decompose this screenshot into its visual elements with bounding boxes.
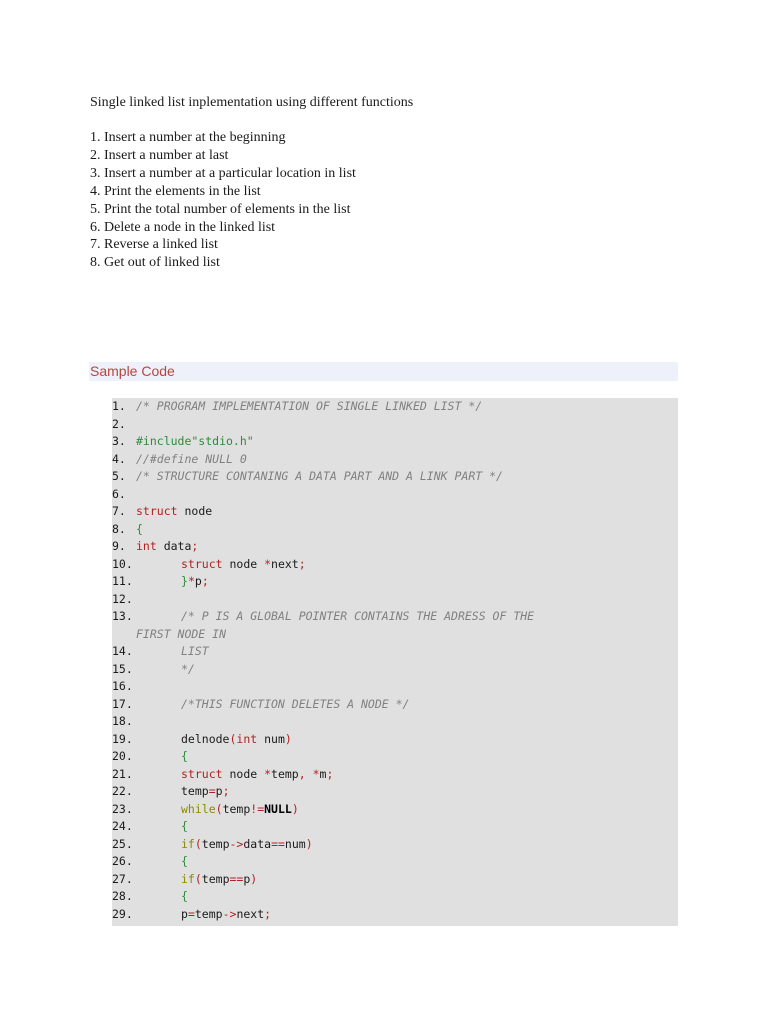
code-token: next (236, 906, 265, 921)
line-number: 19. (112, 731, 133, 746)
code-token: ; (201, 574, 209, 588)
code-line (112, 573, 678, 591)
code-token: = (208, 784, 216, 798)
code-token: m (319, 766, 327, 781)
code-token: ; (264, 906, 272, 921)
code-token: ( (194, 836, 202, 851)
line-number: 10. (112, 556, 133, 571)
code-token: p (194, 574, 202, 588)
line-number: 18. (112, 714, 133, 728)
code-line (112, 433, 678, 451)
menu-item: 6. Delete a node in the linked list (90, 219, 276, 235)
code-token: num (284, 836, 306, 851)
line-number: 29. (112, 906, 133, 921)
line-number: 28. (112, 889, 133, 903)
code-line (112, 748, 678, 766)
code-token: //#define NULL 0 (136, 451, 247, 466)
code-token: p (181, 906, 188, 921)
menu-item: 8. Get out of linked list (90, 255, 220, 271)
code-token: != (250, 801, 265, 816)
function-menu-list (90, 129, 356, 272)
code-token: if (181, 871, 195, 886)
code-line (112, 591, 678, 609)
code-token: temp (201, 836, 230, 851)
menu-item: 1. Insert a number at the beginning (90, 130, 286, 145)
line-number: 3. (112, 434, 126, 448)
menu-item: 7. Reverse a linked list (90, 237, 218, 253)
code-token: -> (222, 906, 237, 921)
menu-item: 4. Print the elements in the list (90, 183, 261, 199)
code-line (112, 416, 678, 434)
code-line (112, 888, 678, 906)
code-token: p (243, 871, 251, 886)
code-token: ; (222, 784, 230, 798)
code-token: temp (201, 871, 230, 886)
code-line (112, 486, 678, 504)
line-number: 7. (112, 504, 126, 518)
code-token: NULL (264, 801, 292, 816)
sample-code-title: Sample Code (90, 363, 175, 379)
code-token: -> (229, 836, 244, 851)
line-number: 1. (112, 399, 126, 413)
code-token: /* PROGRAM IMPLEMENTATION OF SINGLE LINKED LIST */ (136, 399, 483, 413)
code-token: num (257, 731, 285, 746)
code-token: FIRST NODE IN (136, 626, 227, 641)
code-token: * (264, 766, 272, 781)
code-token: data (243, 836, 272, 851)
menu-item: 5. Print the total number of elements in the list (90, 201, 351, 217)
code-line (112, 766, 678, 784)
code-line (112, 783, 678, 801)
code-line (112, 731, 678, 749)
code-line (112, 643, 678, 661)
code-line (112, 608, 678, 626)
code-token: /*THIS FUNCTION DELETES A NODE */ (181, 696, 410, 711)
code-token: = (187, 906, 195, 921)
code-token: next (271, 556, 299, 571)
code-token: { (181, 854, 188, 868)
code-line (112, 871, 678, 889)
code-token: struct (181, 556, 223, 571)
line-number: 26. (112, 854, 133, 868)
code-token: { (181, 819, 188, 833)
code-token: ; (326, 766, 334, 781)
code-line (112, 853, 678, 871)
code-token: ) (284, 731, 292, 746)
code-token: temp (194, 906, 223, 921)
code-token: while (181, 801, 216, 816)
code-token: int (136, 539, 157, 553)
code-line (112, 678, 678, 696)
code-token: int (236, 731, 258, 746)
code-token: ; (191, 539, 199, 553)
line-number: 23. (112, 801, 133, 816)
line-number: 8. (112, 521, 126, 536)
code-token: temp (181, 784, 209, 798)
code-token: node (222, 556, 265, 571)
line-number: 24. (112, 819, 133, 833)
line-number: 12. (112, 591, 133, 606)
code-token: delnode (181, 731, 230, 746)
code-token: == (229, 871, 244, 886)
document-title: Single linked list inplementation using different functions (90, 95, 414, 110)
code-line (112, 626, 678, 644)
code-line (112, 661, 678, 679)
line-number: 11. (112, 574, 133, 588)
line-number: 17. (112, 696, 133, 711)
code-token: ( (229, 731, 237, 746)
line-number: 27. (112, 871, 133, 886)
code-token: ; (298, 556, 306, 571)
sample-code-header (89, 362, 678, 381)
code-token: ( (194, 871, 202, 886)
code-token: temp (222, 801, 251, 816)
code-line (112, 503, 678, 521)
code-line (112, 801, 678, 819)
code-line (112, 468, 678, 486)
code-listing (112, 398, 678, 923)
code-token: { (136, 521, 143, 536)
code-token: node (177, 504, 213, 518)
line-number: 14. (112, 644, 133, 658)
code-token: #include"stdio.h" (136, 434, 254, 448)
code-line (112, 556, 678, 574)
code-line (112, 713, 678, 731)
code-token: } (181, 574, 188, 588)
code-token: ) (250, 871, 258, 886)
code-token: , * (298, 766, 320, 781)
code-token: */ (181, 661, 195, 676)
code-block (112, 398, 678, 926)
line-number: 21. (112, 766, 133, 781)
code-token: if (181, 836, 195, 851)
line-number: 25. (112, 836, 133, 851)
code-token: /* P IS A GLOBAL POINTER CONTAINS THE ADRESS OF THE (181, 609, 535, 623)
line-number: 9. (112, 539, 126, 553)
line-number: 13. (112, 609, 133, 623)
code-token: LIST (181, 644, 209, 658)
code-token: { (181, 749, 188, 763)
code-token: { (181, 889, 188, 903)
code-line (112, 818, 678, 836)
code-line (112, 521, 678, 539)
code-token: struct (181, 766, 223, 781)
line-number: 5. (112, 469, 126, 483)
line-number: 22. (112, 784, 133, 798)
code-token: * (187, 574, 195, 588)
code-token: node (222, 766, 265, 781)
code-line (112, 451, 678, 469)
code-token: /* STRUCTURE CONTANING A DATA PART AND A LINK PART */ (136, 469, 503, 483)
code-token: temp (271, 766, 299, 781)
code-line (112, 538, 678, 556)
code-token: struct (136, 504, 178, 518)
code-line (112, 696, 678, 714)
code-token: p (215, 784, 223, 798)
code-line (112, 398, 678, 416)
line-number: 2. (112, 416, 126, 431)
menu-item: 2. Insert a number at last (90, 147, 229, 163)
line-number: 15. (112, 661, 133, 676)
line-number: 20. (112, 749, 133, 763)
code-token: ) (305, 836, 313, 851)
code-line (112, 906, 678, 924)
code-token: ( (215, 801, 223, 816)
line-number: 4. (112, 451, 126, 466)
line-number: 6. (112, 486, 126, 501)
code-token: ) (291, 801, 299, 816)
code-token: == (271, 836, 285, 851)
line-number: 16. (112, 679, 133, 693)
code-token: data (156, 539, 192, 553)
code-token: * (264, 556, 272, 571)
code-line (112, 836, 678, 854)
menu-item: 3. Insert a number at a particular location in list (90, 165, 356, 181)
